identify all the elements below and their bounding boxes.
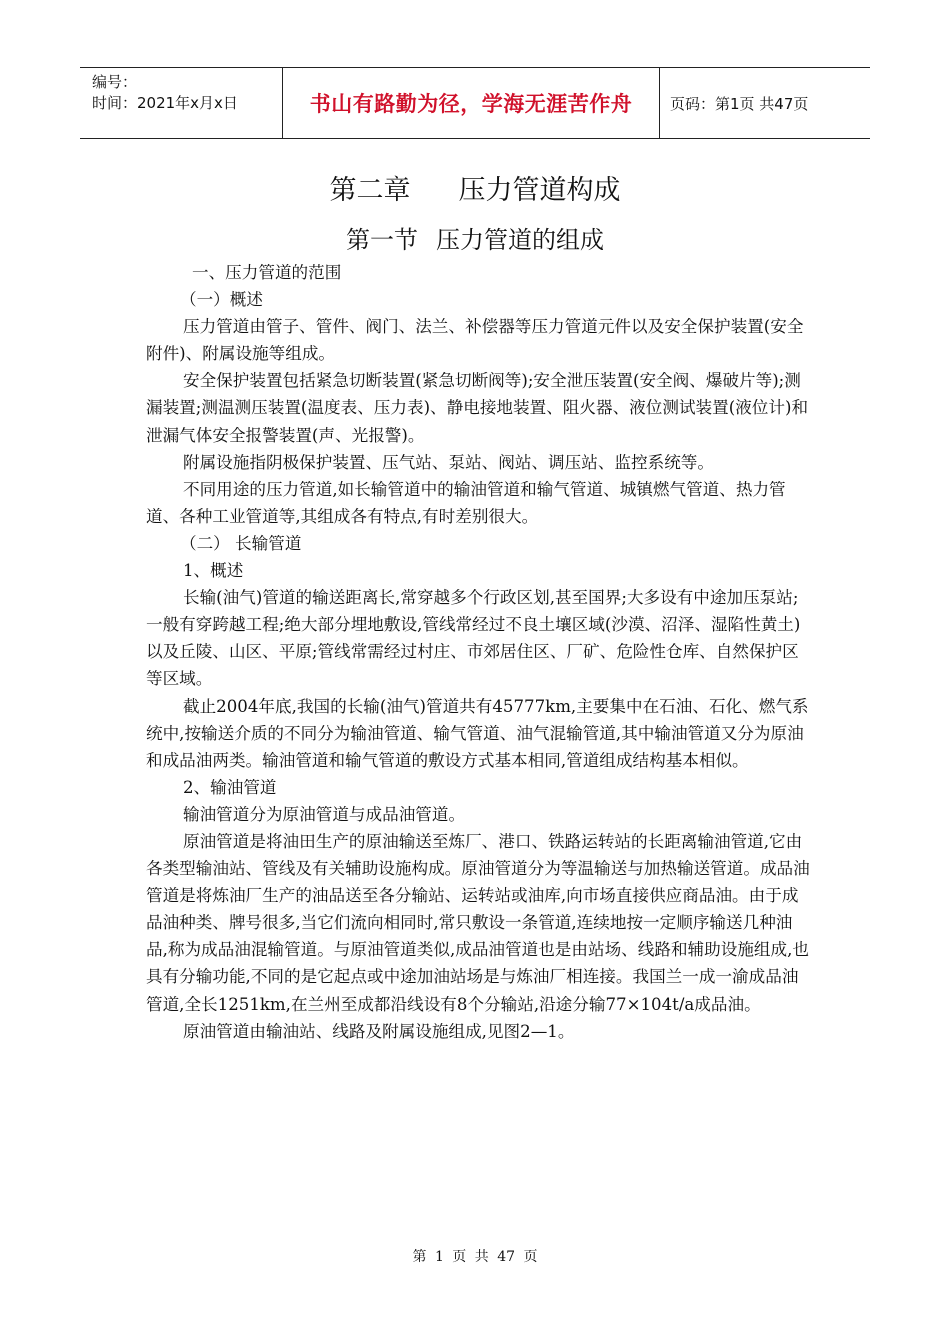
paragraph: 原油管道由输油站、线路及附属设施组成,见图2—1。 (183, 1021, 575, 1041)
paragraph: 截止2004年底,我国的长输(油气)管道共有45777km,主要集中在石油、石化、燃气系统中,按输送介质的不同分为输油管道、输气管道、油气混输管道,其中输油管道又分为原油和成品油两类。输油管道和输气管道的敷设方式基本相同,管道组成结构基本相似。 (146, 696, 809, 770)
document-number-label: 编号： (92, 73, 138, 91)
header-meta (92, 72, 282, 114)
document-body (146, 259, 812, 1045)
heading-oil-pipeline: 2、输油管道 (183, 777, 277, 797)
section-number: 第一节 (346, 226, 418, 254)
page-header (80, 67, 870, 139)
page-footer: 第 1 页 共 47 页 (412, 1249, 538, 1265)
paragraph: 不同用途的压力管道,如长输管道中的输油管道和输气管道、城镇燃气管道、热力管道、各种工业管道等,其组成各有特点,有时差别很大。 (146, 479, 786, 526)
paragraph: 附属设施指阴极保护装置、压气站、泵站、阀站、调压站、监控系统等。 (183, 452, 714, 472)
heading-level-1: 一、压力管道的范围 (192, 263, 342, 282)
document-date: 时间：2021年x月x日 (92, 94, 238, 112)
heading-sub-overview: 1、概述 (183, 561, 244, 581)
header-page-info: 页码：第1页 共47页 (670, 94, 809, 113)
section-title (0, 220, 950, 255)
paragraph: 输油管道分为原油管道与成品油管道。 (183, 804, 466, 824)
paragraph: 长输(油气)管道的输送距离长,常穿越多个行政区划,甚至国界;大多设有中途加压泵站;一般有穿跨越工程;绝大部分埋地敷设,管线常经过不良土壤区域(沙漠、沼泽、湿陷性黄土)以及丘陵、山区、平原;管线常需经过村庄、市郊居住区、厂矿、危险性仓库、自然保护区等区域。 (146, 588, 801, 689)
paragraph: 原油管道是将油田生产的原油输送至炼厂、港口、铁路运转站的长距离输油管道,它由各类型输油站、管线及有关辅助设施构成。原油管道分为等温输送与加热输送管道。成品油管道是将炼油厂生产的油品送至各分输站、运转站或油库,向市场直接供应商品油。由于成品油种类、牌号很多,当它们流向相同时,常只敷设一条管道,连续地按一定顺序输送几种油品,称为成品油混输管道。与原油管道类似,成品油管道也是由站场、线路和辅助设施组成,也具有分输功能,不同的是它起点或中途加油站场是与炼油厂相连接。我国兰一成一渝成品油管道,全长1251km,在兰州至成都沿线设有8个分输站,沿途分输77×104t/a成品油。 (146, 831, 810, 1014)
chapter-name: 压力管道构成 (458, 175, 621, 206)
chapter-title (0, 168, 950, 207)
heading-overview: （一）概述 (180, 290, 263, 310)
section-name: 压力管道的组成 (436, 226, 604, 254)
paragraph: 压力管道由管子、管件、阀门、法兰、补偿器等压力管道元件以及安全保护装置(安全附件)、附属设施等组成。 (146, 317, 804, 364)
paragraph: 安全保护装置包括紧急切断装置(紧急切断阀等);安全泄压装置(安全阀、爆破片等);测漏装置;测温测压装置(温度表、压力表)、静电接地装置、阻火器、液位测试装置(液位计)和泄漏气体安全报警装置(声、光报警)。 (146, 371, 809, 445)
heading-long-distance-pipeline: （二） 长输管道 (180, 533, 302, 553)
header-motto: 书山有路勤为径，学海无涯苦作舟 (282, 68, 660, 138)
chapter-number: 第二章 (329, 175, 411, 206)
